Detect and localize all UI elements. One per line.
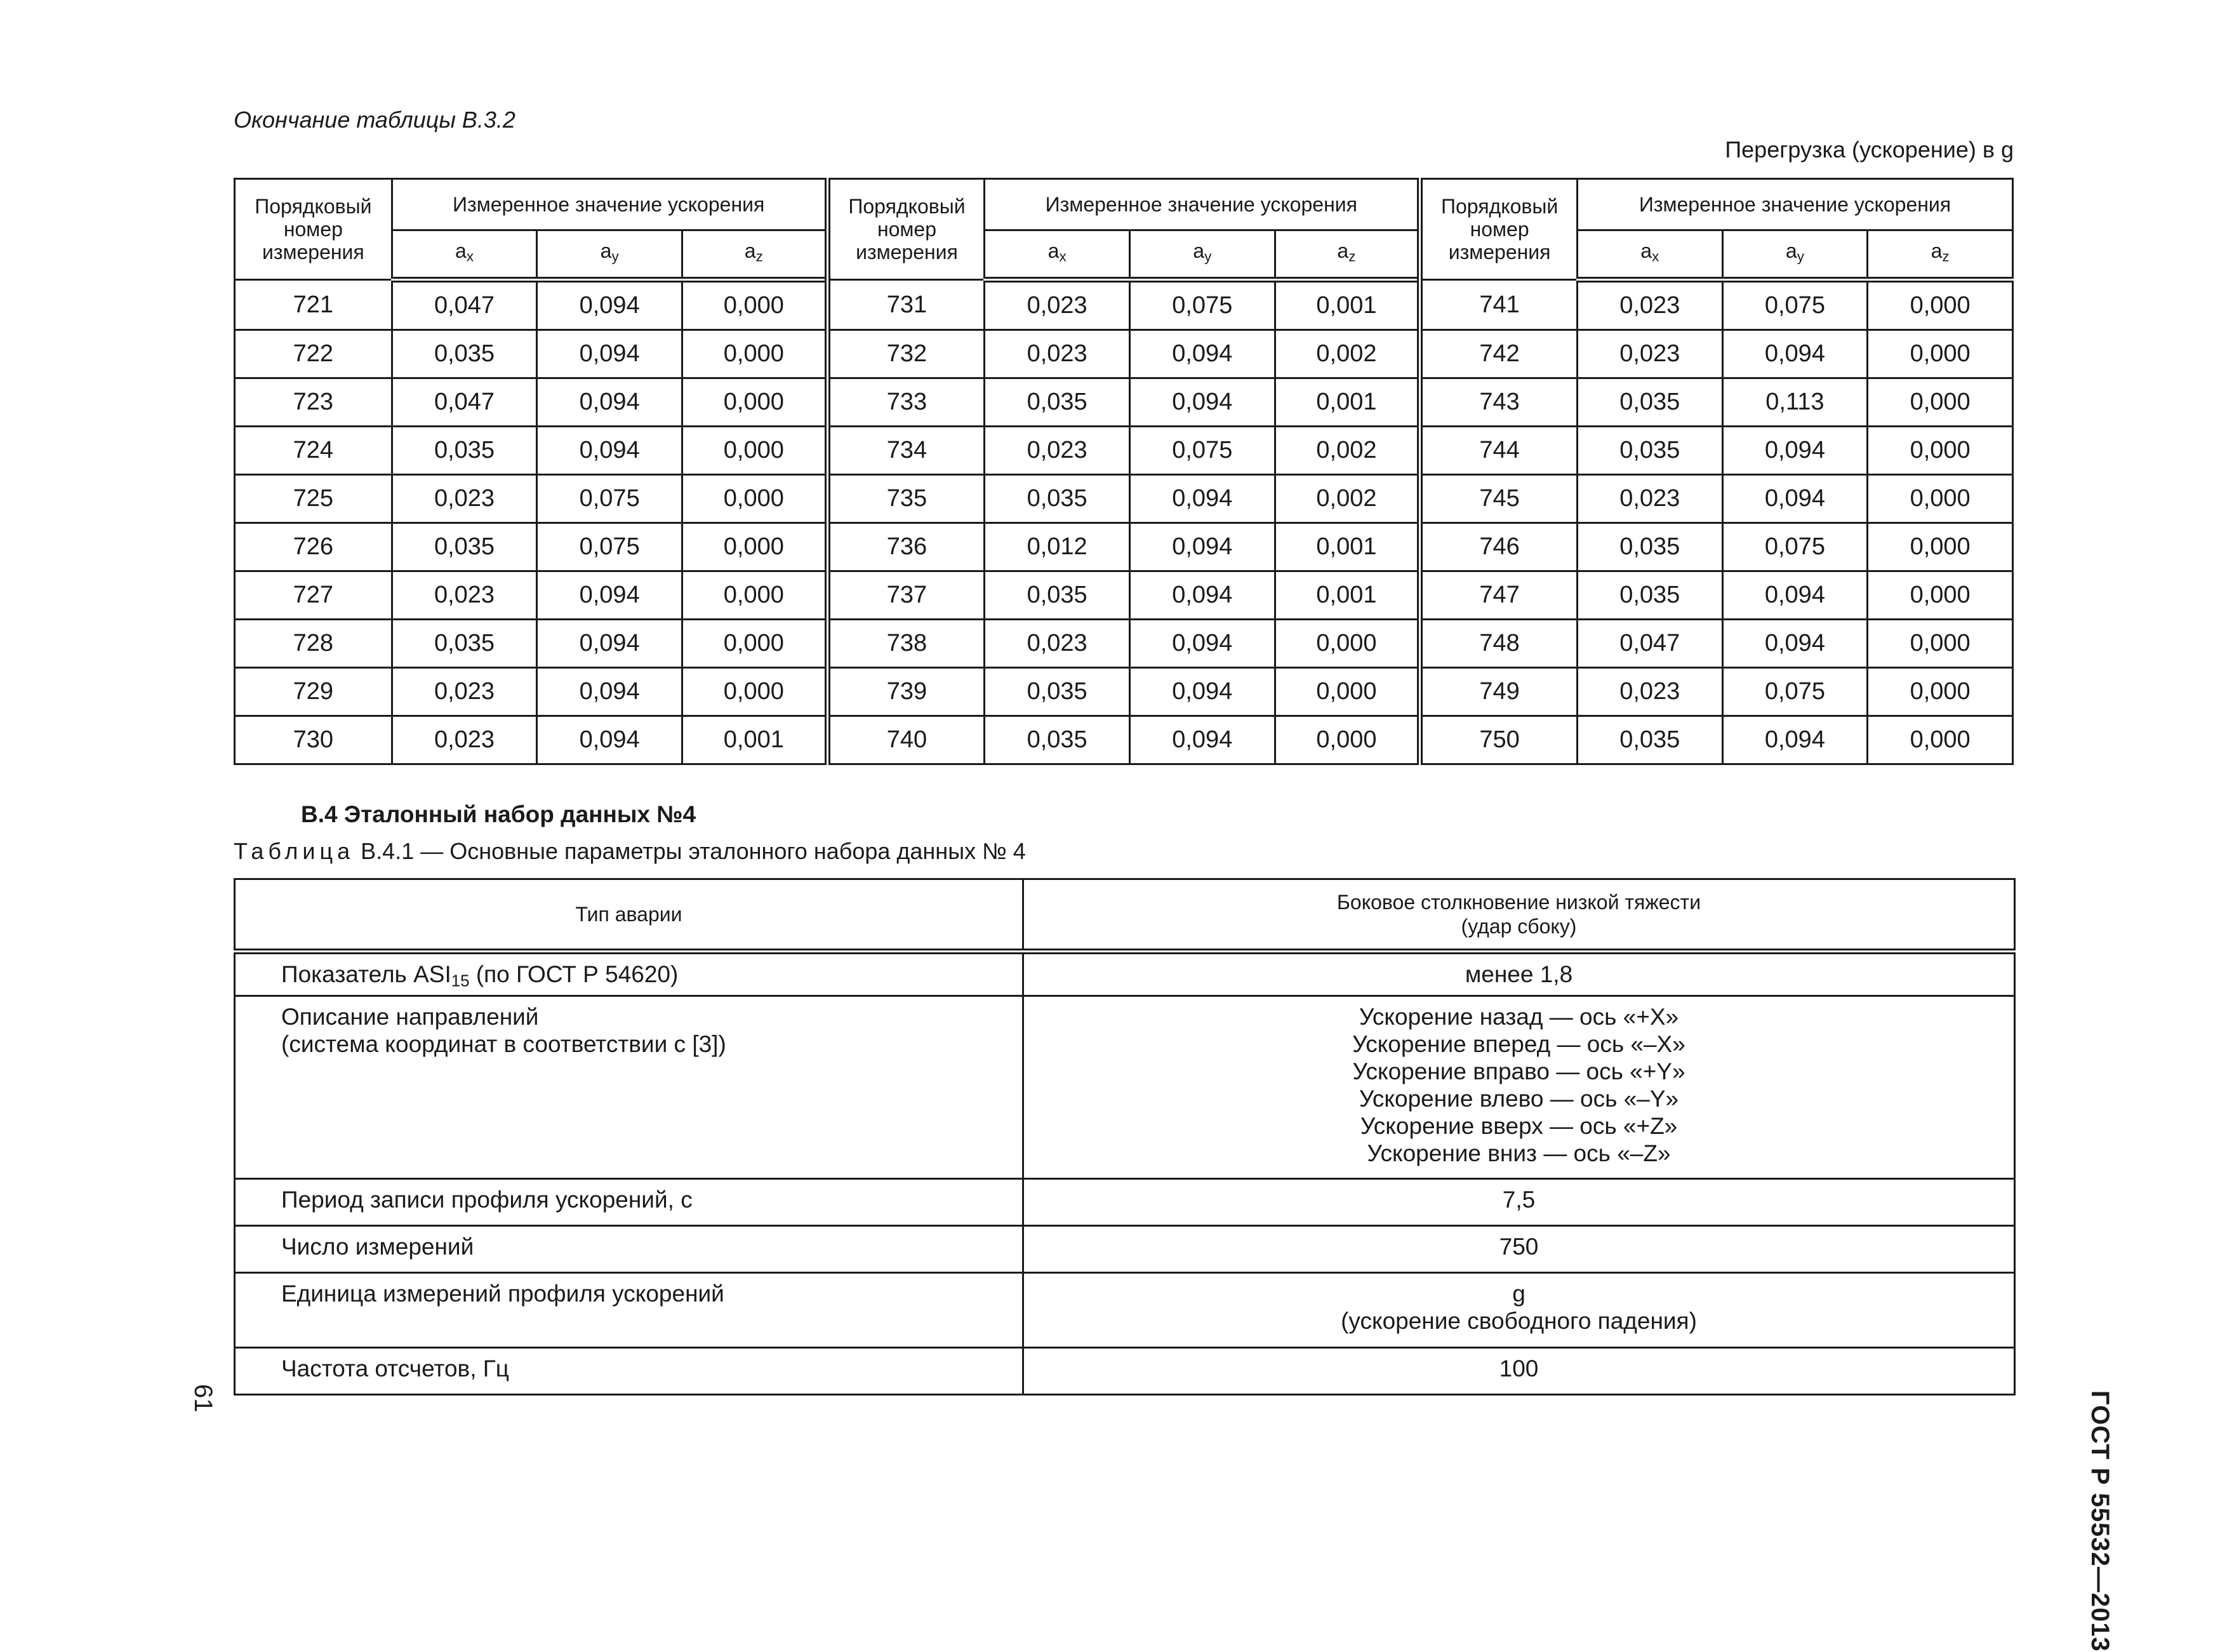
- acceleration-cell: 0,023: [392, 716, 537, 764]
- acceleration-cell: 0,000: [1868, 620, 2013, 668]
- acceleration-cell: 0,002: [1275, 475, 1420, 523]
- acceleration-cell: 0,035: [985, 571, 1130, 620]
- table-continuation-caption: Окончание таблицы В.3.2: [234, 107, 515, 133]
- acceleration-cell: 0,094: [1129, 620, 1275, 668]
- acceleration-cell: 0,075: [1722, 280, 1868, 330]
- acceleration-cell: 0,094: [537, 620, 682, 668]
- measurement-number-cell: 750: [1420, 716, 1578, 764]
- measurement-number-cell: 738: [827, 620, 985, 668]
- table-caption: Таблица В.4.1 — Основные параметры эталонного набора данных № 4: [234, 838, 1026, 864]
- acceleration-cell: 0,047: [392, 378, 537, 427]
- acceleration-cell: 0,075: [1129, 427, 1275, 475]
- acceleration-cell: 0,000: [682, 620, 827, 668]
- acceleration-cell: 0,094: [537, 330, 682, 378]
- table-row: [235, 475, 2013, 523]
- acceleration-cell: 0,000: [682, 330, 827, 378]
- acceleration-cell: 0,094: [537, 571, 682, 620]
- table-row: [235, 330, 2013, 378]
- acceleration-cell: 0,035: [985, 475, 1130, 523]
- acceleration-cell: 0,023: [392, 571, 537, 620]
- table-row: [235, 280, 2013, 330]
- acceleration-cell: 0,001: [1275, 523, 1420, 571]
- acceleration-cell: 0,000: [1275, 716, 1420, 764]
- ax-header: $a_x$: [985, 230, 1130, 280]
- value-header: Боковое столкновение низкой тяжести (удар сбоку): [1023, 879, 2015, 952]
- acceleration-cell: 0,000: [682, 668, 827, 716]
- table-row: [235, 378, 2013, 427]
- direction-item: Ускорение вверх — ось «+Z»: [1360, 1113, 1678, 1140]
- acceleration-cell: 0,000: [1868, 571, 2013, 620]
- az-header: $a_z$: [1275, 230, 1420, 280]
- acceleration-cell: 0,000: [1868, 427, 2013, 475]
- measurement-number-cell: 748: [1420, 620, 1578, 668]
- acceleration-cell: 0,113: [1722, 378, 1868, 427]
- measurement-number-cell: 733: [827, 378, 985, 427]
- table-row: [235, 427, 2013, 475]
- acceleration-cell: 0,023: [985, 280, 1130, 330]
- acceleration-cell: 0,000: [682, 475, 827, 523]
- direction-item: Ускорение вперед — ось «–X»: [1352, 1031, 1685, 1058]
- acceleration-cell: 0,035: [392, 523, 537, 571]
- acceleration-cell: 0,035: [985, 716, 1130, 764]
- param-header: Тип аварии: [235, 879, 1023, 952]
- acceleration-cell: 0,035: [1577, 378, 1722, 427]
- acceleration-cell: 0,094: [537, 378, 682, 427]
- table-row: [235, 716, 2013, 764]
- period-value: 7,5: [1023, 1179, 2015, 1226]
- freq-value: 100: [1023, 1348, 2015, 1395]
- acceleration-cell: 0,094: [537, 716, 682, 764]
- acceleration-cell: 0,035: [985, 378, 1130, 427]
- acceleration-cell: 0,035: [1577, 571, 1722, 620]
- acceleration-cell: 0,094: [1722, 427, 1868, 475]
- acceleration-cell: 0,000: [1275, 620, 1420, 668]
- acceleration-cell: 0,094: [1129, 716, 1275, 764]
- acceleration-cell: 0,001: [1275, 378, 1420, 427]
- measurement-number-cell: 722: [235, 330, 392, 378]
- direction-item: Ускорение вниз — ось «–Z»: [1367, 1140, 1671, 1167]
- acceleration-cell: 0,023: [1577, 668, 1722, 716]
- directions-values: [1023, 996, 2015, 1179]
- asi-label: Показатель $ASI_{15}$ (по ГОСТ Р 54620): [235, 952, 1023, 996]
- document-side-title: ГОСТ Р 55532—2013: [2086, 1390, 2114, 1652]
- direction-item: Ускорение назад — ось «+X»: [1359, 1004, 1679, 1030]
- count-label: Число измерений: [235, 1226, 1023, 1273]
- measurement-number-cell: 725: [235, 475, 392, 523]
- acceleration-cell: 0,035: [1577, 523, 1722, 571]
- group-header: Измеренное значение ускорения: [392, 179, 827, 230]
- num-header: Порядковый номер измерения: [235, 179, 392, 280]
- acceleration-cell: 0,047: [1577, 620, 1722, 668]
- measurement-number-cell: 728: [235, 620, 392, 668]
- acceleration-cell: 0,012: [985, 523, 1130, 571]
- group-header: Измеренное значение ускорения: [985, 179, 1420, 230]
- measurement-number-cell: 734: [827, 427, 985, 475]
- acceleration-cell: 0,002: [1275, 330, 1420, 378]
- measurement-number-cell: 737: [827, 571, 985, 620]
- acceleration-cell: 0,000: [682, 571, 827, 620]
- measurements-table-body: [235, 280, 2013, 764]
- measurement-number-cell: 735: [827, 475, 985, 523]
- acceleration-cell: 0,000: [1275, 668, 1420, 716]
- measurement-number-cell: 741: [1420, 280, 1578, 330]
- acceleration-cell: 0,023: [1577, 330, 1722, 378]
- acceleration-cell: 0,023: [1577, 280, 1722, 330]
- acceleration-cell: 0,000: [1868, 378, 2013, 427]
- acceleration-cell: 0,000: [682, 280, 827, 330]
- measurement-number-cell: 744: [1420, 427, 1578, 475]
- acceleration-cell: 0,094: [1129, 330, 1275, 378]
- ay-header: $a_y$: [1129, 230, 1275, 280]
- acceleration-cell: 0,094: [1129, 523, 1275, 571]
- freq-label: Частота отсчетов, Гц: [235, 1348, 1023, 1395]
- acceleration-cell: 0,094: [1129, 475, 1275, 523]
- measurement-number-cell: 749: [1420, 668, 1578, 716]
- acceleration-cell: 0,023: [985, 427, 1130, 475]
- measurement-number-cell: 740: [827, 716, 985, 764]
- measurement-number-cell: 721: [235, 280, 392, 330]
- acceleration-cell: 0,075: [537, 475, 682, 523]
- measurement-number-cell: 727: [235, 571, 392, 620]
- measurement-number-cell: 742: [1420, 330, 1578, 378]
- table-row: [235, 523, 2013, 571]
- acceleration-cell: 0,001: [1275, 571, 1420, 620]
- units-note: Перегрузка (ускорение) в g: [1725, 137, 2014, 163]
- acceleration-cell: 0,094: [1722, 475, 1868, 523]
- measurement-number-cell: 724: [235, 427, 392, 475]
- measurement-number-cell: 743: [1420, 378, 1578, 427]
- acceleration-cell: 0,002: [1275, 427, 1420, 475]
- ax-header: $a_x$: [1577, 230, 1722, 280]
- acceleration-cell: 0,094: [1722, 716, 1868, 764]
- acceleration-cell: 0,075: [1722, 523, 1868, 571]
- az-header: $a_z$: [682, 230, 827, 280]
- acceleration-cell: 0,000: [1868, 523, 2013, 571]
- table-row: [235, 668, 2013, 716]
- acceleration-cell: 0,023: [392, 668, 537, 716]
- direction-item: Ускорение влево — ось «–Y»: [1359, 1086, 1679, 1112]
- acceleration-cell: 0,094: [537, 280, 682, 330]
- acceleration-cell: 0,000: [682, 523, 827, 571]
- acceleration-cell: 0,094: [1129, 571, 1275, 620]
- measurement-number-cell: 730: [235, 716, 392, 764]
- acceleration-cell: 0,075: [537, 523, 682, 571]
- acceleration-cell: 0,023: [392, 475, 537, 523]
- acceleration-cell: 0,075: [1129, 280, 1275, 330]
- acceleration-cell: 0,000: [682, 378, 827, 427]
- acceleration-cell: 0,000: [1868, 330, 2013, 378]
- measurement-number-cell: 731: [827, 280, 985, 330]
- unit-value: g (ускорение свободного падения): [1023, 1273, 2015, 1348]
- acceleration-cell: 0,000: [1868, 475, 2013, 523]
- acceleration-cell: 0,023: [1577, 475, 1722, 523]
- measurement-number-cell: 732: [827, 330, 985, 378]
- period-label: Период записи профиля ускорений, с: [235, 1179, 1023, 1226]
- acceleration-cell: 0,047: [392, 280, 537, 330]
- measurement-number-cell: 736: [827, 523, 985, 571]
- measurement-number-cell: 729: [235, 668, 392, 716]
- parameters-table: [234, 878, 2016, 1396]
- acceleration-cell: 0,000: [682, 427, 827, 475]
- ay-header: $a_y$: [1722, 230, 1868, 280]
- acceleration-cell: 0,001: [682, 716, 827, 764]
- acceleration-cell: 0,094: [1722, 620, 1868, 668]
- acceleration-cell: 0,035: [1577, 427, 1722, 475]
- page-number: 61: [189, 1384, 217, 1413]
- acceleration-cell: 0,023: [985, 330, 1130, 378]
- acceleration-cell: 0,094: [537, 668, 682, 716]
- acceleration-cell: 0,094: [537, 427, 682, 475]
- measurement-number-cell: 746: [1420, 523, 1578, 571]
- acceleration-cell: 0,094: [1129, 668, 1275, 716]
- acceleration-cell: 0,094: [1722, 330, 1868, 378]
- acceleration-cell: 0,094: [1129, 378, 1275, 427]
- acceleration-cell: 0,075: [1722, 668, 1868, 716]
- ay-header: $a_y$: [537, 230, 682, 280]
- measurement-number-cell: 745: [1420, 475, 1578, 523]
- acceleration-cell: 0,000: [1868, 280, 2013, 330]
- acceleration-cell: 0,001: [1275, 280, 1420, 330]
- acceleration-cell: 0,035: [392, 427, 537, 475]
- ax-header: $a_x$: [392, 230, 537, 280]
- acceleration-cell: 0,023: [985, 620, 1130, 668]
- acceleration-cell: 0,035: [392, 330, 537, 378]
- direction-item: Ускорение вправо — ось «+Y»: [1352, 1058, 1685, 1085]
- num-header: Порядковый номер измерения: [827, 179, 985, 280]
- unit-label: Единица измерений профиля ускорений: [235, 1273, 1023, 1348]
- group-header: Измеренное значение ускорения: [1577, 179, 2012, 230]
- table-row: [235, 571, 2013, 620]
- measurement-number-cell: 739: [827, 668, 985, 716]
- acceleration-cell: 0,000: [1868, 716, 2013, 764]
- num-header: Порядковый номер измерения: [1420, 179, 1578, 280]
- directions-label: Описание направлений (система координат в соответствии с [3]): [235, 996, 1023, 1179]
- acceleration-cell: 0,035: [985, 668, 1130, 716]
- acceleration-cell: 0,000: [1868, 668, 2013, 716]
- az-header: $a_z$: [1868, 230, 2013, 280]
- measurement-number-cell: 747: [1420, 571, 1578, 620]
- measurement-number-cell: 723: [235, 378, 392, 427]
- measurements-table: [234, 178, 2014, 765]
- table-row: [235, 620, 2013, 668]
- section-title: В.4 Эталонный набор данных №4: [301, 801, 696, 827]
- acceleration-cell: 0,035: [1577, 716, 1722, 764]
- count-value: 750: [1023, 1226, 2015, 1273]
- asi-value: менее 1,8: [1023, 952, 2015, 996]
- acceleration-cell: 0,035: [392, 620, 537, 668]
- measurement-number-cell: 726: [235, 523, 392, 571]
- acceleration-cell: 0,094: [1722, 571, 1868, 620]
